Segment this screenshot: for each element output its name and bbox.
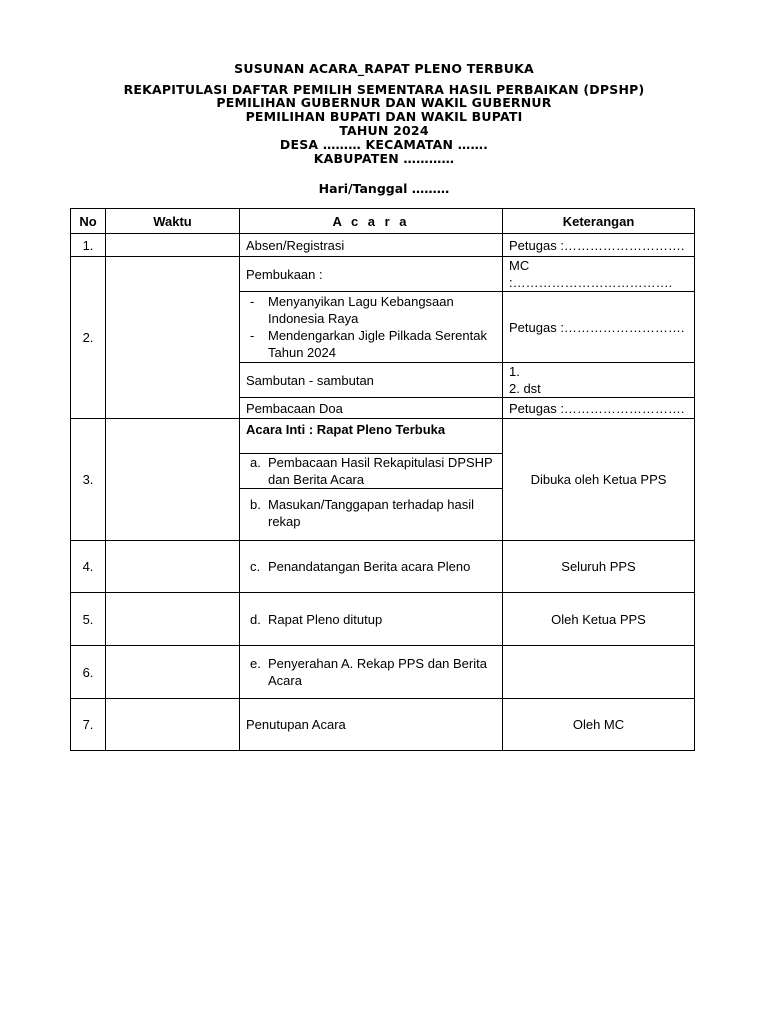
row-acara: Penutupan Acara [240, 699, 503, 751]
row-acara-a [240, 454, 503, 489]
subtitle-desa: DESA ……… KECAMATAN ……. [279, 137, 489, 152]
row-acara [240, 541, 503, 593]
row-keterangan-mc: MC :………………………………. [503, 257, 695, 292]
list-item [246, 293, 496, 327]
sambutan-list-2: 2. dst [509, 381, 541, 396]
row-no: 3. [71, 419, 106, 541]
table-row [71, 234, 695, 257]
row-waktu [106, 699, 240, 751]
header-no: No [71, 209, 106, 234]
row-waktu [106, 234, 240, 257]
row-no: 2. [71, 257, 106, 419]
table-row [71, 541, 695, 593]
list-marker: c. [250, 559, 261, 574]
list-item [246, 558, 496, 575]
row-keterangan: Oleh Ketua PPS [503, 593, 695, 646]
row-waktu [106, 541, 240, 593]
row-no: 1. [71, 234, 106, 257]
hari-tanggal: Hari/Tanggal ……… [318, 181, 450, 196]
header-waktu: Waktu [106, 209, 240, 234]
agenda-table [70, 208, 695, 751]
header-acara: A c a r a [240, 209, 503, 234]
list-item-text: Masukan/Tanggapan terhadap hasil rekap [268, 497, 474, 529]
list-item [246, 454, 496, 488]
table-row [71, 257, 695, 292]
row-no: 6. [71, 646, 106, 699]
row-no: 4. [71, 541, 106, 593]
row-keterangan: Petugas :………………………. [503, 234, 695, 257]
table-row [71, 419, 695, 454]
list-marker: e. [250, 656, 261, 671]
row-keterangan: Dibuka oleh Ketua PPS [503, 419, 695, 541]
row-acara-items [240, 292, 503, 363]
subtitle-line-2: PEMILIHAN GUBERNUR DAN WAKIL GUBERNUR [216, 95, 552, 110]
row-keterangan [503, 646, 695, 699]
sambutan-list-1: 1. [509, 364, 520, 379]
row-acara: Absen/Registrasi [240, 234, 503, 257]
subtitle-year: TAHUN 2024 [339, 123, 429, 138]
list-marker: b. [250, 497, 261, 512]
list-item [246, 611, 496, 628]
list-item [246, 327, 496, 361]
list-marker: d. [250, 611, 261, 627]
doc-title: SUSUNAN ACARA_RAPAT PLENO TERBUKA [234, 61, 534, 76]
list-item-text: Menyanyikan Lagu Kebangsaan Indonesia Raya [268, 294, 454, 326]
subtitle-line-3: PEMILIHAN BUPATI DAN WAKIL BUPATI [245, 109, 523, 124]
bullet-marker: - [250, 294, 255, 309]
row-keterangan-sambutan [503, 363, 695, 398]
row-acara-doa: Pembacaan Doa [240, 398, 503, 419]
row-waktu [106, 257, 240, 419]
table-row [71, 593, 695, 646]
row-acara-inti-title: Acara Inti : Rapat Pleno Terbuka [240, 419, 503, 454]
list-item-text: Mendengarkan Jigle Pilkada Serentak Tahun 2024 [268, 328, 487, 360]
list-item-text: Rapat Pleno ditutup [268, 611, 383, 627]
list-item-text: Penandatangan Berita acara Pleno [268, 559, 471, 574]
row-waktu [106, 593, 240, 646]
bullet-marker: - [250, 328, 255, 343]
row-acara-pembukaan: Pembukaan : [240, 257, 503, 292]
table-row [71, 699, 695, 751]
table-header-row [71, 209, 695, 234]
row-acara-sambutan: Sambutan - sambutan [240, 363, 503, 398]
list-item [246, 496, 496, 530]
row-keterangan: Seluruh PPS [503, 541, 695, 593]
row-waktu [106, 419, 240, 541]
list-item [246, 655, 496, 689]
row-keterangan-petugas: Petugas :………………………. [503, 292, 695, 363]
row-no: 7. [71, 699, 106, 751]
subtitle-kabupaten: KABUPATEN ………… [313, 151, 455, 166]
row-acara [240, 593, 503, 646]
row-no: 5. [71, 593, 106, 646]
list-marker: a. [250, 455, 261, 470]
row-acara [240, 646, 503, 699]
subtitle-line-1: REKAPITULASI DAFTAR PEMILIH SEMENTARA HASIL PERBAIKAN (DPSHP) [123, 82, 645, 97]
header-keterangan: Keterangan [503, 209, 695, 234]
table-row [71, 646, 695, 699]
row-waktu [106, 646, 240, 699]
row-keterangan: Oleh MC [503, 699, 695, 751]
row-acara-b [240, 489, 503, 541]
list-item-text: Pembacaan Hasil Rekapitulasi DPSHP dan Berita Acara [268, 455, 493, 487]
list-item-text: Penyerahan A. Rekap PPS dan Berita Acara [268, 656, 487, 688]
row-keterangan-doa: Petugas :………………………. [503, 398, 695, 419]
